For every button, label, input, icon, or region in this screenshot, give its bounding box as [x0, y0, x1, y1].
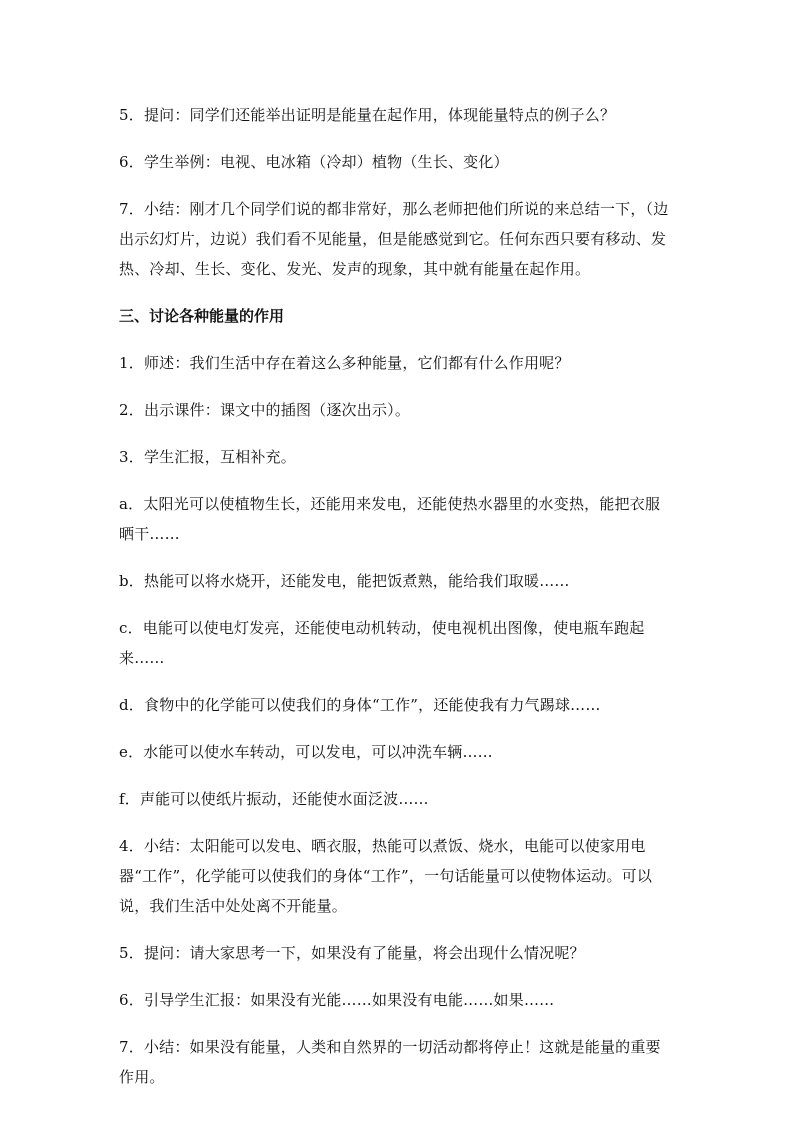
list-item-heat: b．热能可以将水烧开，还能发电，能把饭煮熟，能给我们取暖……: [119, 572, 570, 590]
section-heading-3: 三、讨论各种能量的作用: [119, 307, 285, 325]
paragraph-show-courseware: 2．出示课件：课文中的插图（逐次出示）。: [119, 401, 411, 419]
document-body: [119, 100, 675, 1109]
paragraph-summary-2: 4．小结：太阳能可以发电、晒衣服，热能可以煮饭、烧水，电能可以使家用电器“工作”，化学能可以使我们的身体“工作”，一句话能量可以使物体运动。可以说，我们生活中处处离不开能量。: [119, 837, 653, 915]
paragraph-summary-1: 7．小结：刚才几个同学们说的都非常好，那么老师把他们所说的来总结一下，（边出示幻灯片，边说）我们看不见能量，但是能感觉到它。任何东西只要有移动、发热、冷却、生长、变化、发光、发声的现象，其中就有能量在起作用。: [119, 200, 669, 278]
list-item-electric: c．电能可以使电灯发亮，还能使电动机转动，使电视机出图像，使电瓶车跑起来……: [119, 619, 645, 667]
list-item-sound: f．声能可以使纸片振动，还能使水面泛波……: [119, 790, 429, 808]
paragraph-ask-no-energy: 5．提问：请大家思考一下，如果没有了能量，将会出现什么情况呢？: [119, 944, 585, 962]
list-item-solar: a．太阳光可以使植物生长，还能用来发电，还能使热水器里的水变热，能把衣服晒干……: [119, 495, 661, 543]
paragraph-guide-report: 6．引导学生汇报：如果没有光能……如果没有电能……如果……: [119, 991, 555, 1009]
paragraph-student-examples: 6．学生举例：电视、电冰箱（冷却）植物（生长、变化）: [119, 153, 509, 171]
paragraph-teacher-statement: 1．师述：我们生活中存在着这么多种能量，它们都有什么作用呢？: [119, 354, 570, 372]
list-item-water: e．水能可以使水车转动，可以发电，可以冲洗车辆……: [119, 743, 493, 761]
paragraph-summary-3: 7．小结：如果没有能量，人类和自然界的一切活动都将停止！这就是能量的重要作用。: [119, 1038, 661, 1086]
paragraph-student-report: 3．学生汇报，互相补充。: [119, 448, 296, 466]
list-item-chemical: d．食物中的化学能可以使我们的身体“工作”，还能使我有力气踢球……: [119, 696, 601, 714]
paragraph-ask-examples: 5．提问：同学们还能举出证明是能量在起作用，体现能量特点的例子么？: [119, 106, 616, 124]
